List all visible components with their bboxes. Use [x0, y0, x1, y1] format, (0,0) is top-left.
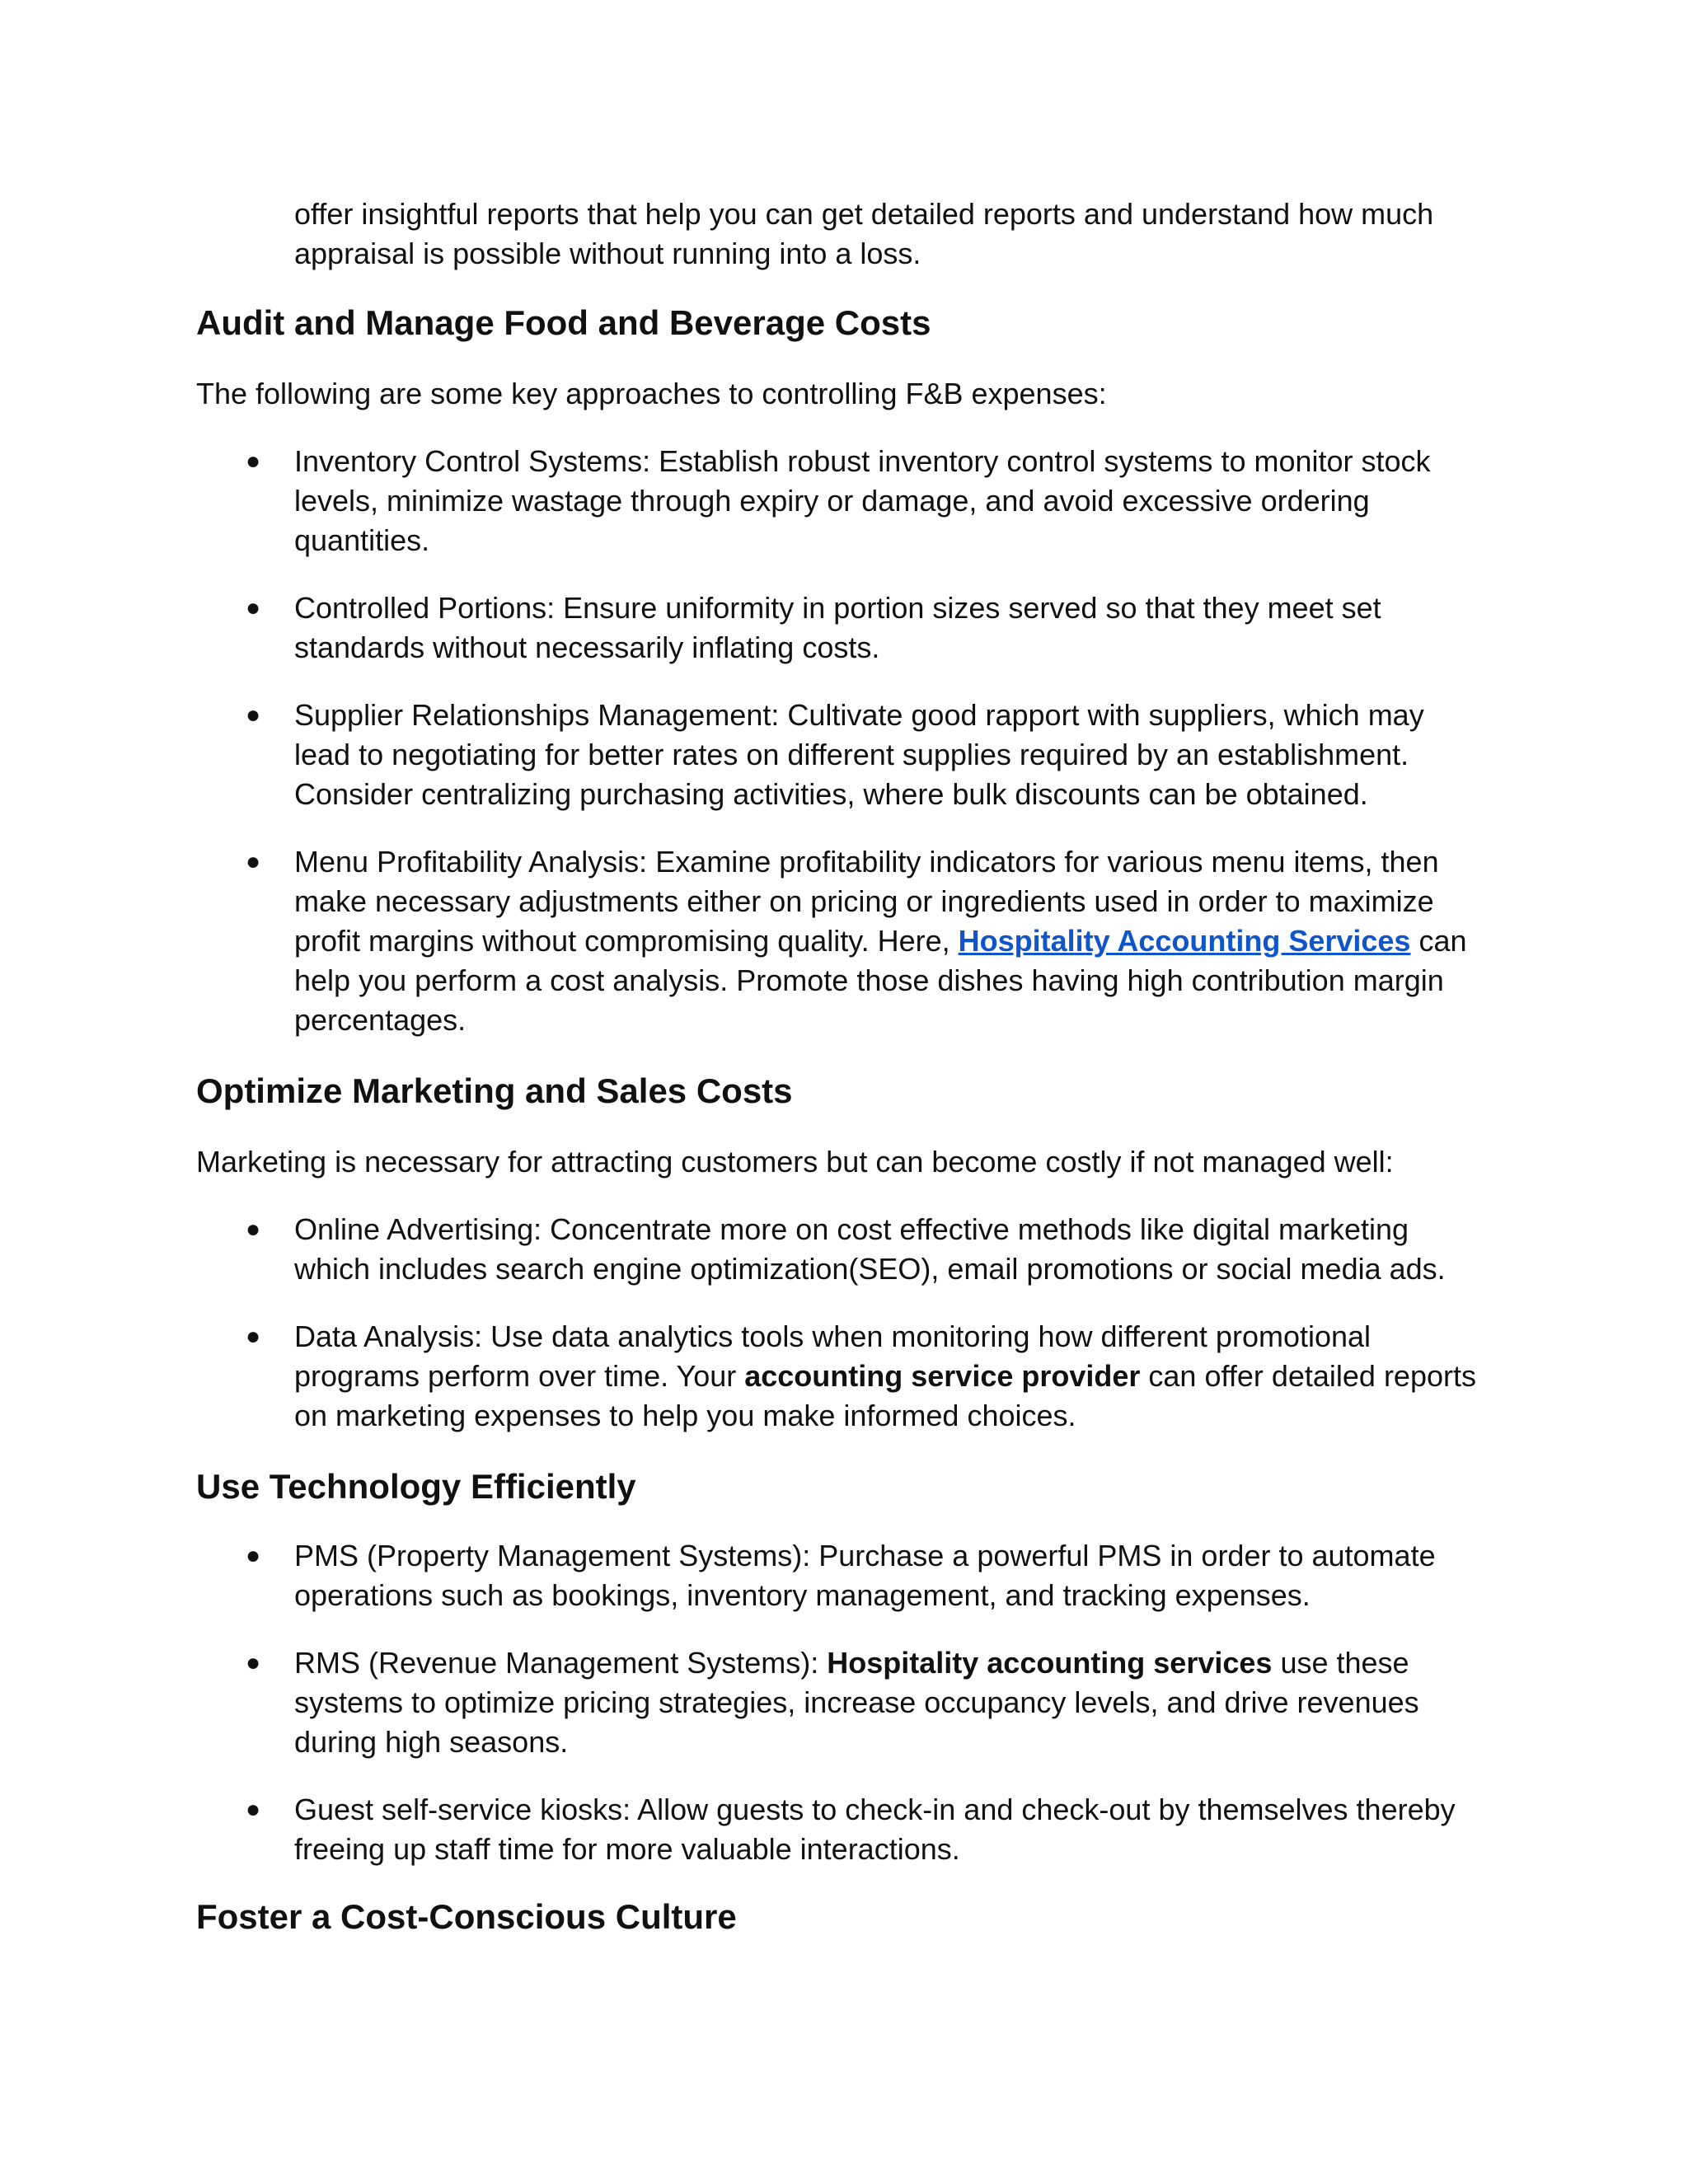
bullet-icon: ● — [246, 594, 261, 621]
bullet-icon: ● — [246, 1216, 261, 1243]
section-heading-audit: Audit and Manage Food and Beverage Costs — [196, 303, 931, 342]
section-intro-marketing: Marketing is necessary for attracting customers but can become costly if not managed well: — [196, 1145, 1394, 1179]
list-item-pms: PMS (Property Management Systems): Purchase a powerful PMS in order to automate operations such as bookings, inventory management, and tracking expenses. — [294, 1539, 1436, 1612]
bullet-icon: ● — [246, 848, 261, 875]
bullet-icon: ● — [246, 1649, 261, 1676]
list-item-online-advertising: Online Advertising: Concentrate more on cost effective methods like digital marketing which includes search engine optimization(SEO), email promotions or social media ads. — [294, 1212, 1446, 1286]
list-item-controlled-portions: Controlled Portions: Ensure uniformity in portion sizes served so that they meet set standards without necessarily inflating costs. — [294, 591, 1381, 664]
data-analysis-text-after: can offer detailed reports on marketing expenses to help you make informed choices. — [294, 1359, 1476, 1432]
bullet-icon: ● — [246, 448, 261, 475]
accounting-service-provider-bold: accounting service provider — [744, 1359, 1141, 1393]
list-item-self-service-kiosks: Guest self-service kiosks: Allow guests to check-in and check-out by themselves thereby freeing up staff time for more valuable interactions. — [294, 1793, 1456, 1866]
rms-text-before: RMS (Revenue Management Systems): — [294, 1646, 828, 1680]
bullet-icon: ● — [246, 701, 261, 729]
bullet-icon: ● — [246, 1796, 261, 1823]
section-heading-technology: Use Technology Efficiently — [196, 1467, 636, 1506]
hospitality-accounting-services-link[interactable]: Hospitality Accounting Services — [958, 924, 1411, 958]
list-item-rms — [294, 1643, 1481, 1762]
data-analysis-text-before: Data Analysis: Use data analytics tools when monitoring how different promotional programs perform over time. Your — [294, 1319, 1372, 1393]
list-item-data-analysis — [294, 1317, 1481, 1436]
hospitality-accounting-services-bold: Hospitality accounting services — [827, 1646, 1273, 1680]
bullet-icon: ● — [246, 1323, 261, 1350]
section-heading-culture: Foster a Cost-Conscious Culture — [196, 1897, 737, 1936]
menu-profitability-text-before: Menu Profitability Analysis: Examine profitability indicators for various menu items, then make necessary adjustments either on pricing or ingredients used in order to maximize profit margins without compromising quality. Here, — [294, 845, 1439, 958]
list-item-menu-profitability — [294, 842, 1481, 1040]
list-item-inventory-control: Inventory Control Systems: Establish robust inventory control systems to monitor stock levels, minimize wastage through expiry or damage, and avoid excessive ordering quantities. — [294, 444, 1431, 557]
continuation-paragraph: offer insightful reports that help you can get detailed reports and understand how much appraisal is possible without running into a loss. — [294, 197, 1434, 270]
section-heading-marketing: Optimize Marketing and Sales Costs — [196, 1071, 793, 1110]
list-item-supplier-relationships: Supplier Relationships Management: Cultivate good rapport with suppliers, which may lead to negotiating for better rates on different supplies required by an establishment. Consider centralizing purchasing activities, where bulk discounts can be obtained. — [294, 698, 1424, 811]
menu-profitability-text-after: can help you perform a cost analysis. Promote those dishes having high contribution margin percentages. — [294, 924, 1467, 1037]
rms-text-after: use these systems to optimize pricing strategies, increase occupancy levels, and drive revenues during high seasons. — [294, 1646, 1419, 1759]
section-intro-audit: The following are some key approaches to controlling F&B expenses: — [196, 377, 1107, 410]
bullet-icon: ● — [246, 1542, 261, 1569]
